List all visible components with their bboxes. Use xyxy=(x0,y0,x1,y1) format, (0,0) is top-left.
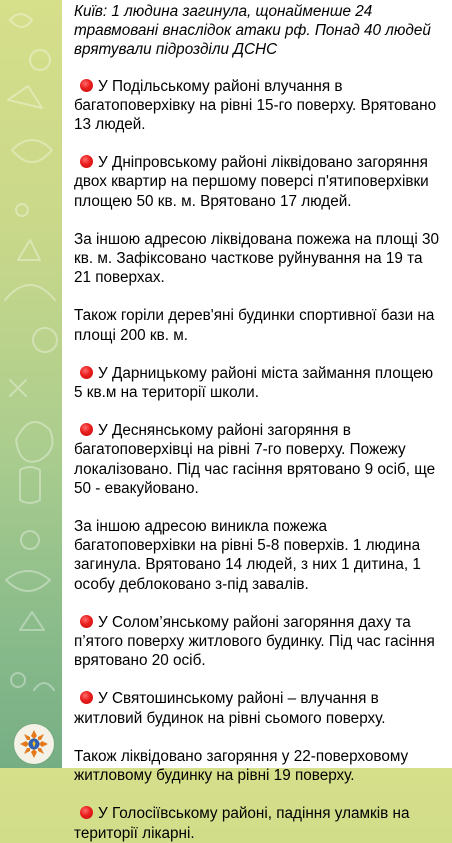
message-paragraph: У Деснянському районі загоряння в багатоповерхівці на рівні 7-го поверху. Пожежу локалізовано. Під час гасіння врятовано 9 осіб, ще 50 - евакуйовано. xyxy=(74,422,436,497)
message-paragraph: У Солом’янському районі загоряння даху та п’ятого поверху житлового будинку. Під час гасіння врятовано 20 осіб. xyxy=(74,613,435,670)
message-paragraph: У Подільському районі влучання в багатоповерхівку на рівні 15-го поверху. Врятовано 13 людей. xyxy=(74,77,437,134)
red-circle-icon xyxy=(80,423,93,436)
message-paragraph: За іншою адресою ліквідована пожежа на площі 30 кв. м. Зафіксовано часткове руйнування на 19 та 21 поверхах. xyxy=(74,230,440,287)
red-circle-icon xyxy=(80,366,93,379)
red-circle-icon xyxy=(80,155,93,168)
message-intro: Київ: 1 людина загинула, щонайменше 24 травмовані внаслідок атаки рф. Понад 40 людей врятували підрозділи ДСНС xyxy=(74,3,431,59)
message-paragraph: У Святошинському районі – влучання в житловий будинок на рівні сьомого поверху. xyxy=(74,690,386,727)
message-bubble[interactable] xyxy=(62,0,452,842)
message-paragraph: Також горіли дерев'яні будинки спортивної бази на площі 200 кв. м. xyxy=(74,307,435,344)
message-paragraph: У Дніпровському районі ліквідовано загоряння двох квартир на першому поверсі п'ятиповерхівки площею 50 кв. м. Врятовано 17 людей. xyxy=(74,154,429,210)
red-circle-icon xyxy=(80,806,93,819)
red-circle-icon xyxy=(80,691,93,704)
channel-avatar[interactable] xyxy=(14,724,54,764)
message-paragraph: Також ліквідовано загоряння у 22-поверховому житловому будинку на рівні 19 поверху. xyxy=(74,747,409,785)
message-paragraph: У Дарницькому районі міста займання площею 5 кв.м на території школи. xyxy=(74,364,434,402)
emblem-icon xyxy=(14,724,54,764)
red-circle-icon xyxy=(80,79,93,92)
red-circle-icon xyxy=(80,615,93,628)
message-paragraph: У Голосіївському районі, падіння уламків на території лікарні. xyxy=(74,805,410,842)
message-paragraph: За іншою адресою виникла пожежа багатоповерхівки на рівні 5-8 поверхів. 1 людина загинула. Врятовано 14 людей, з них 1 дитина, 1 особу деблоковано з-під завалів. xyxy=(74,518,421,593)
